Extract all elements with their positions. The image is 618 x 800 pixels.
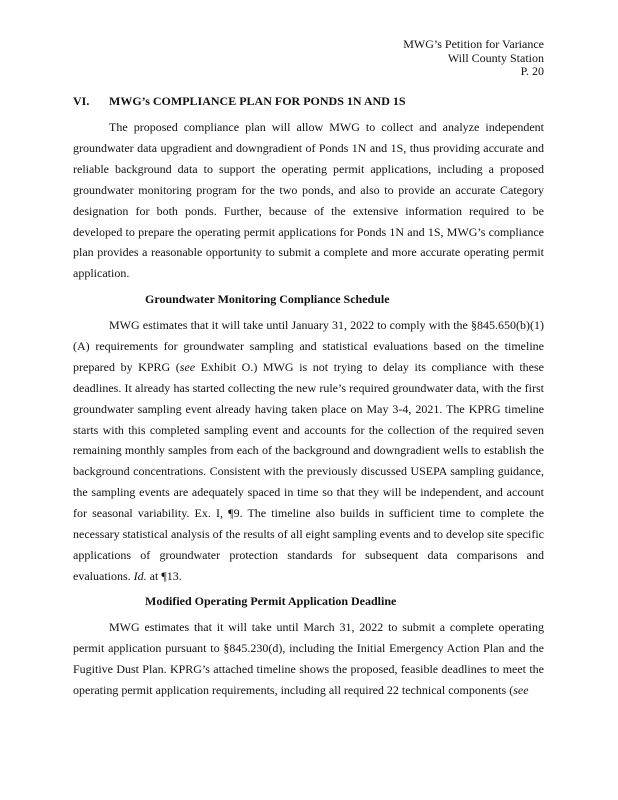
paragraph-text [73,315,544,587]
subheading-permit-deadline: Modified Operating Permit Application Deadline [145,594,397,608]
citation-signal: see [513,682,529,697]
section-number: VI. [73,94,90,108]
header-title: MWG’s Petition for Variance [403,37,544,51]
subheading-groundwater-schedule: Groundwater Monitoring Compliance Schedule [145,292,390,306]
citation-signal: see [179,359,196,374]
text-run: Exhibit O.) MWG is not trying to delay its compliance with these deadlines. It already has started collecting the new rule’s required groundwater data, with the first groundwater sampling event already having taken place on May 3-4, 2021. The KPRG timeline starts with this completed sampling event and accounts for the collection of the required seven remaining monthly samples from each of the background and downgradient wells to establish the background concentrations. Consistent with the previously discussed USEPA sampling guidance, the sampling events are adequately spaced in time so that they will be independent, and account for seasonal variability. Ex. I, ¶9. The timeline also builds in sufficient time to complete the necessary statistical analysis of the results of all eight sampling events and to develop site specific applications of groundwater protection standards for subsequent data comparisons and evaluations. [73,359,544,583]
page-header [403,38,544,79]
text-run: MWG estimates that it will take until January 31, 2022 to comply with the §845.650(b)(1)(A) requirements for groundwater sampling and statistical evaluations based on the timeline prepared by KPRG ( [73,318,544,374]
paragraph-text: The proposed compliance plan will allow MWG to collect and analyze independent groundwater data upgradient and downgradient of Ponds 1N and 1S, thus providing accurate and reliable background data to support the operating permit applications, including a proposed groundwater monitoring program for the two ponds, and also to provide an accurate Category designation for both ponds. Further, because of the extensive information required to be developed to prepare the operating permit applications for Ponds 1N and 1S, MWG’s compliance plan provides a reasonable opportunity to submit a complete and more accurate operating permit application. [73,120,544,281]
section-heading [73,94,406,109]
section-title: MWG’s COMPLIANCE PLAN FOR PONDS 1N AND 1S [109,94,406,108]
header-page-number: P. 20 [520,64,544,78]
paragraph-compliance-plan [73,117,544,284]
paragraph-permit-deadline [73,617,544,701]
citation-id: Id. [133,568,147,583]
header-station: Will County Station [447,50,544,65]
paragraph-groundwater-schedule [73,315,544,587]
text-run: MWG estimates that it will take until March 31, 2022 to submit a complete operating permit application pursuant to §845.230(d), including the Initial Emergency Action Plan and the Fugitive Dust Plan. KPRG’s attached timeline shows the proposed, feasible deadlines to meet the operating permit application requirements, including all required 22 technical components ( [73,620,544,697]
paragraph-text [73,617,544,701]
text-run: at ¶13. [146,568,182,583]
